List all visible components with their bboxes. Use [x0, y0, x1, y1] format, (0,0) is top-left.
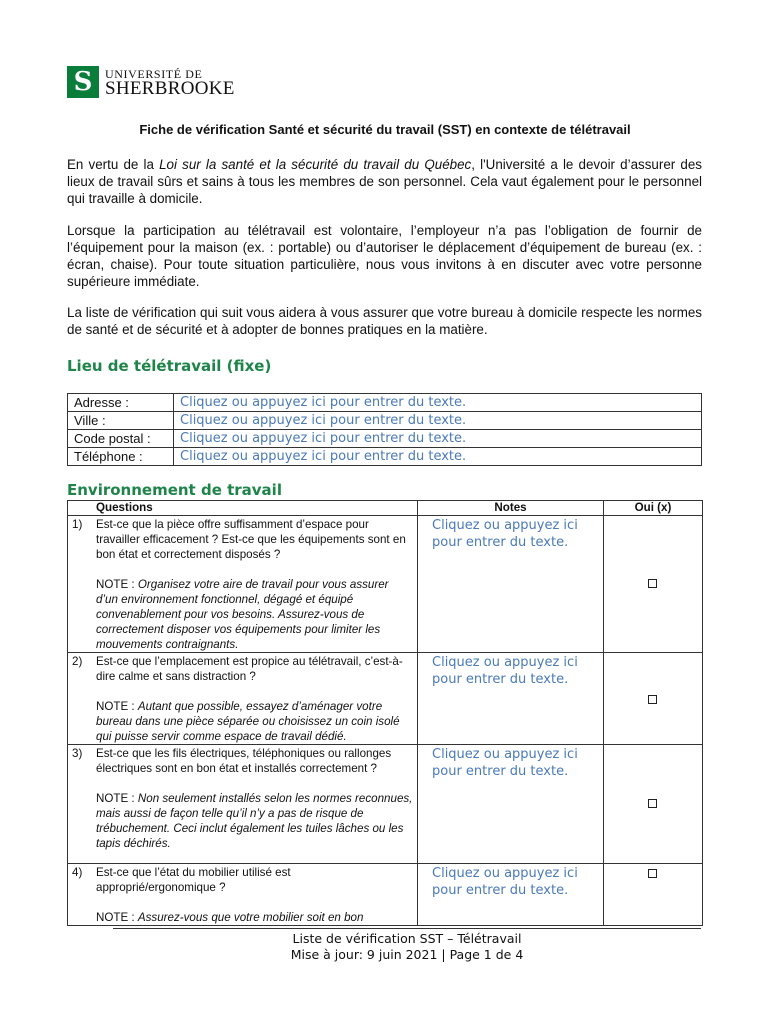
intro-p1-text: En vertu de la — [67, 157, 160, 172]
question-note — [96, 577, 413, 652]
notes-field[interactable] — [418, 745, 604, 864]
logo-text-line1: UNIVERSITÉ DE — [105, 67, 203, 81]
question-text: Est-ce que l’emplacement est propice au télétravail, c’est-à-dire calme et sans distraction ? — [96, 655, 403, 683]
note-text: Autant que possible, essayez d’aménager votre bureau dans une pièce séparée ou choisissez un coin isolé qui puisse servir comme espace de travail dédié. — [96, 700, 400, 743]
footer-title: Liste de vérification SST – Télétravail — [292, 931, 522, 946]
section-heading-environment: Environnement de travail — [67, 481, 282, 499]
address-label: Adresse : — [68, 394, 174, 412]
table-row — [68, 394, 702, 412]
question-note — [96, 699, 413, 744]
yes-checkbox[interactable] — [648, 799, 657, 808]
note-prefix: NOTE : — [96, 578, 138, 591]
question-cell — [68, 653, 418, 745]
question-note — [96, 910, 413, 925]
notes-placeholder[interactable]: Cliquez ou appuyez ici pour entrer du texte. — [432, 655, 578, 687]
city-placeholder[interactable]: Cliquez ou appuyez ici pour entrer du texte. — [180, 413, 467, 428]
footer-page-info: Mise à jour: 9 juin 2021 | Page 1 de 4 — [290, 947, 524, 962]
note-prefix: NOTE : — [96, 911, 138, 924]
table-row — [68, 412, 702, 430]
question-text: Est-ce que l’état du mobilier utilisé est approprié/ergonomique ? — [96, 866, 291, 894]
note-text: Organisez votre aire de travail pour vous assurer d’un environnement fonctionnel, dégagé et équipé convenablement pour vos besoins. Assurez-vous de correctement disposer vos équipements pour limiter les mouvements contraignants. — [96, 578, 389, 651]
location-table — [67, 393, 702, 466]
question-cell — [68, 516, 418, 653]
note-prefix: NOTE : — [96, 792, 138, 805]
table-row — [68, 653, 703, 745]
column-header-notes: Notes — [418, 501, 604, 516]
phone-label: Téléphone : — [68, 448, 174, 466]
university-logo — [67, 66, 247, 98]
question-text: Est-ce que la pièce offre suffisamment d’espace pour travailler efficacement ? Est-ce que les équipements sont en bon état et correctement disposés ? — [96, 518, 406, 561]
intro-paragraph-3: La liste de vérification qui suit vous aidera à vous assurer que votre bureau à domicile respecte les normes de santé et de sécurité et à adopter de bonnes pratiques en la matière. — [67, 305, 702, 337]
intro-paragraph-2: Lorsque la participation au télétravail est volontaire, l’employeur n’a pas l’obligation de fournir de l’équipement pour la maison (ex. : portable) ou d’autoriser le déplacement d’équipement de bureau (ex. : écran, chaise). Pour toute situation particulière, nous vous invitons à en discuter avec votre personne supérieure immédiate. — [67, 223, 702, 289]
environment-checklist-table — [67, 500, 703, 926]
notes-placeholder[interactable]: Cliquez ou appuyez ici pour entrer du texte. — [432, 747, 578, 779]
yes-cell — [604, 745, 703, 864]
intro-p1-text-end: , l'Université a le devoir d’assurer des lieux de travail sûrs et sains à tous les membres de son personnel. Cela vaut également pour le personnel qui travaille à domicile. — [67, 157, 702, 206]
phone-field[interactable] — [174, 448, 702, 466]
logo-text-line2: SHERBROOKE — [105, 78, 235, 99]
question-cell — [68, 745, 418, 864]
yes-checkbox[interactable] — [648, 579, 657, 588]
notes-placeholder[interactable]: Cliquez ou appuyez ici pour entrer du texte. — [432, 518, 578, 550]
logo-mark-icon: S — [67, 66, 99, 98]
footer-divider — [113, 928, 701, 929]
notes-field[interactable] — [418, 653, 604, 745]
city-label: Ville : — [68, 412, 174, 430]
yes-checkbox[interactable] — [648, 869, 657, 878]
question-text: Est-ce que les fils électriques, téléphoniques ou rallonges électriques sont en bon état et installés correctement ? — [96, 747, 392, 775]
column-header-questions: Questions — [68, 501, 418, 516]
yes-cell — [604, 516, 703, 653]
address-placeholder[interactable]: Cliquez ou appuyez ici pour entrer du texte. — [180, 395, 467, 410]
notes-placeholder[interactable]: Cliquez ou appuyez ici pour entrer du texte. — [432, 866, 578, 898]
table-header-row — [68, 501, 703, 516]
postal-code-field[interactable] — [174, 430, 702, 448]
notes-field[interactable] — [418, 516, 604, 653]
question-cell — [68, 864, 418, 926]
table-row — [68, 745, 703, 864]
table-row — [68, 864, 703, 926]
question-number: 4) — [72, 866, 83, 879]
table-row — [68, 516, 703, 653]
note-prefix: NOTE : — [96, 700, 138, 713]
question-number: 3) — [72, 747, 83, 760]
intro-paragraph-1 — [67, 156, 702, 207]
phone-placeholder[interactable]: Cliquez ou appuyez ici pour entrer du texte. — [180, 449, 467, 464]
city-field[interactable] — [174, 412, 702, 430]
column-header-yes: Oui (x) — [604, 501, 703, 516]
notes-field[interactable] — [418, 864, 604, 926]
question-number: 1) — [72, 518, 83, 531]
question-note — [96, 791, 413, 851]
question-number: 2) — [72, 655, 83, 668]
yes-cell — [604, 864, 703, 926]
note-text: Non seulement installés selon les normes reconnues, mais aussi de façon telle qu’il n’y a pas de risque de trébuchement. Ceci inclut également les tuiles lâches ou les tapis déchirés. — [96, 792, 413, 850]
table-row — [68, 448, 702, 466]
yes-checkbox[interactable] — [648, 695, 657, 704]
yes-cell — [604, 653, 703, 745]
section-heading-location: Lieu de télétravail (fixe) — [67, 357, 272, 375]
document-title: Fiche de vérification Santé et sécurité du travail (SST) en contexte de télétravail — [139, 122, 631, 137]
postal-code-label: Code postal : — [68, 430, 174, 448]
note-text: Assurez-vous que votre mobilier soit en bon — [137, 911, 364, 924]
postal-code-placeholder[interactable]: Cliquez ou appuyez ici pour entrer du texte. — [180, 431, 467, 446]
law-name: Loi sur la santé et la sécurité du travail du Québec — [159, 157, 472, 172]
table-row — [68, 430, 702, 448]
address-field[interactable] — [174, 394, 702, 412]
